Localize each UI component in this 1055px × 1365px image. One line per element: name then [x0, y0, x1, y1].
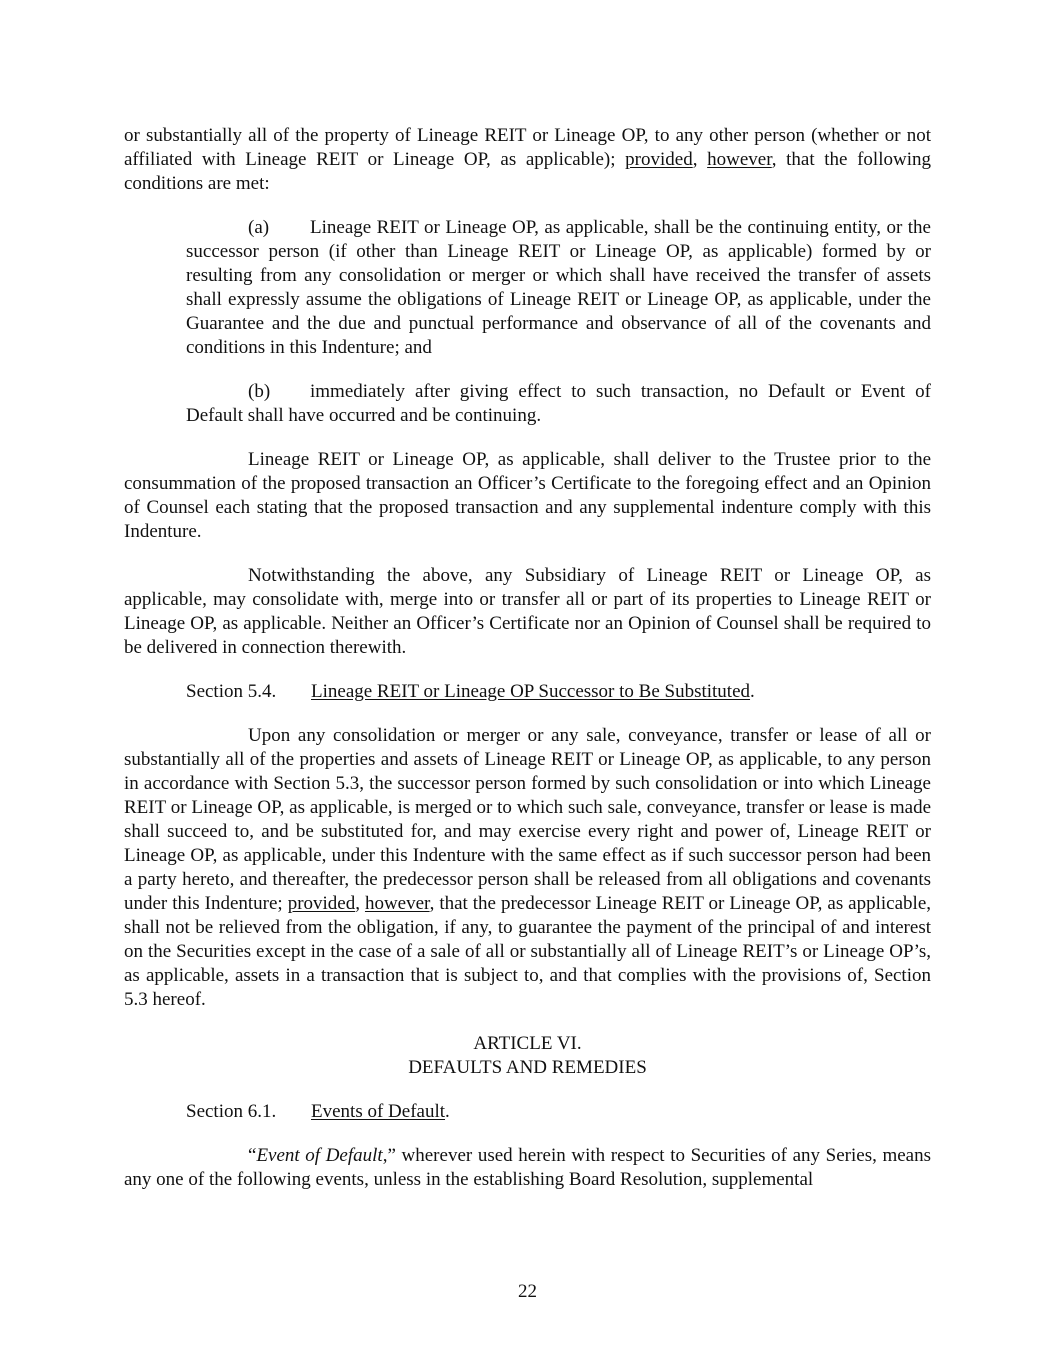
- paragraph-notwithstanding: Notwithstanding the above, any Subsidiary of Lineage REIT or Lineage OP, as applicable, may consolidate with, merge into or transfer all or part of its properties to Lineage REIT or Lineage OP, as applicable. Neither an Officer’s Certificate nor an Opinion of Counsel shall be required to be delivered in connection therewith.: [124, 565, 931, 658]
- paragraph-successor: Upon any consolidation or merger or any sale, conveyance, transfer or lease of all or substantially all of the properties and assets of Lineage REIT or Lineage OP, as applicable, to any person in accordance with Section 5.3, the successor person formed by such consolidation or into which Lineage REIT or Lineage OP, as applicable, is merged or to which such sale, conveyance, transfer or lease is made shall succeed to, and be substituted for, and may exercise every right and power of, Lineage REIT or Lineage OP, as applicable, under this Indenture with the same effect as if such successor person had been a party hereto, and thereafter, the predecessor person shall be released from all obligations and covenants under this Indenture; provided, however, that the predecessor Lineage REIT or Lineage OP, as applicable, shall not be relieved from the obligation, if any, to guarantee the payment of the principal of and interest on the Securities except in the case of a sale of all or substantially all of Lineage REIT’s or Lineage OP’s, as applicable, assets in a transaction that is subject to, and that complies with the provisions of, Section 5.3 hereof.: [124, 725, 931, 1010]
- article-heading: [124, 1032, 931, 1080]
- paragraph-officers-certificate: Lineage REIT or Lineage OP, as applicable, shall deliver to the Trustee prior to the consummation of the proposed transaction an Officer’s Certificate to the foregoing effect and an Opinion of Counsel each stating that the proposed transaction and any supplemental indenture comply with this Indenture.: [124, 449, 931, 542]
- section-heading-6-1: Section 6.1. Events of Default.: [186, 1101, 450, 1122]
- section-number: Section 5.4.: [186, 681, 277, 702]
- section-title: Events of Default: [311, 1101, 446, 1122]
- paragraph-event-of-default: “Event of Default,” wherever used herein with respect to Securities of any Series, means any one of the following events, unless in the establishing Board Resolution, supplemental: [124, 1145, 932, 1190]
- clause-label: (b): [248, 381, 271, 402]
- clause-b: (b) immediately after giving effect to such transaction, no Default or Event of Default shall have occurred and be continuing.: [186, 381, 931, 426]
- page-number: 22: [518, 1281, 537, 1302]
- however-term: however: [707, 149, 772, 170]
- section-heading-5-4: Section 5.4. Lineage REIT or Lineage OP Successor to Be Substituted.: [186, 681, 755, 702]
- article-number: ARTICLE VI.: [473, 1033, 582, 1054]
- provided-term: provided: [287, 893, 356, 914]
- provided-term: provided: [625, 149, 693, 170]
- defined-term: Event of Default: [256, 1145, 383, 1166]
- section-title: Lineage REIT or Lineage OP Successor to Be Substituted: [311, 681, 751, 702]
- article-title: DEFAULTS AND REMEDIES: [408, 1057, 647, 1078]
- section-number: Section 6.1.: [186, 1101, 277, 1122]
- however-term: however: [364, 893, 430, 914]
- document-page: [124, 124, 931, 1192]
- paragraph-conditions: or substantially all of the property of Lineage REIT or Lineage OP, to any other person (whether or not affiliated with Lineage REIT or Lineage OP, as applicable); provided, however, that the following conditions are met:: [124, 125, 931, 194]
- clause-a: (a) Lineage REIT or Lineage OP, as applicable, shall be the continuing entity, or the successor person (if other than Lineage REIT or Lineage OP, as applicable) formed by or resulting from any consolidation or merger or which shall have received the transfer of assets shall expressly assume the obligations of Lineage REIT or Lineage OP, as applicable, under the Guarantee and the due and punctual performance and observance of all of the covenants and conditions in this Indenture; and: [186, 217, 931, 358]
- clause-label: (a): [248, 217, 270, 238]
